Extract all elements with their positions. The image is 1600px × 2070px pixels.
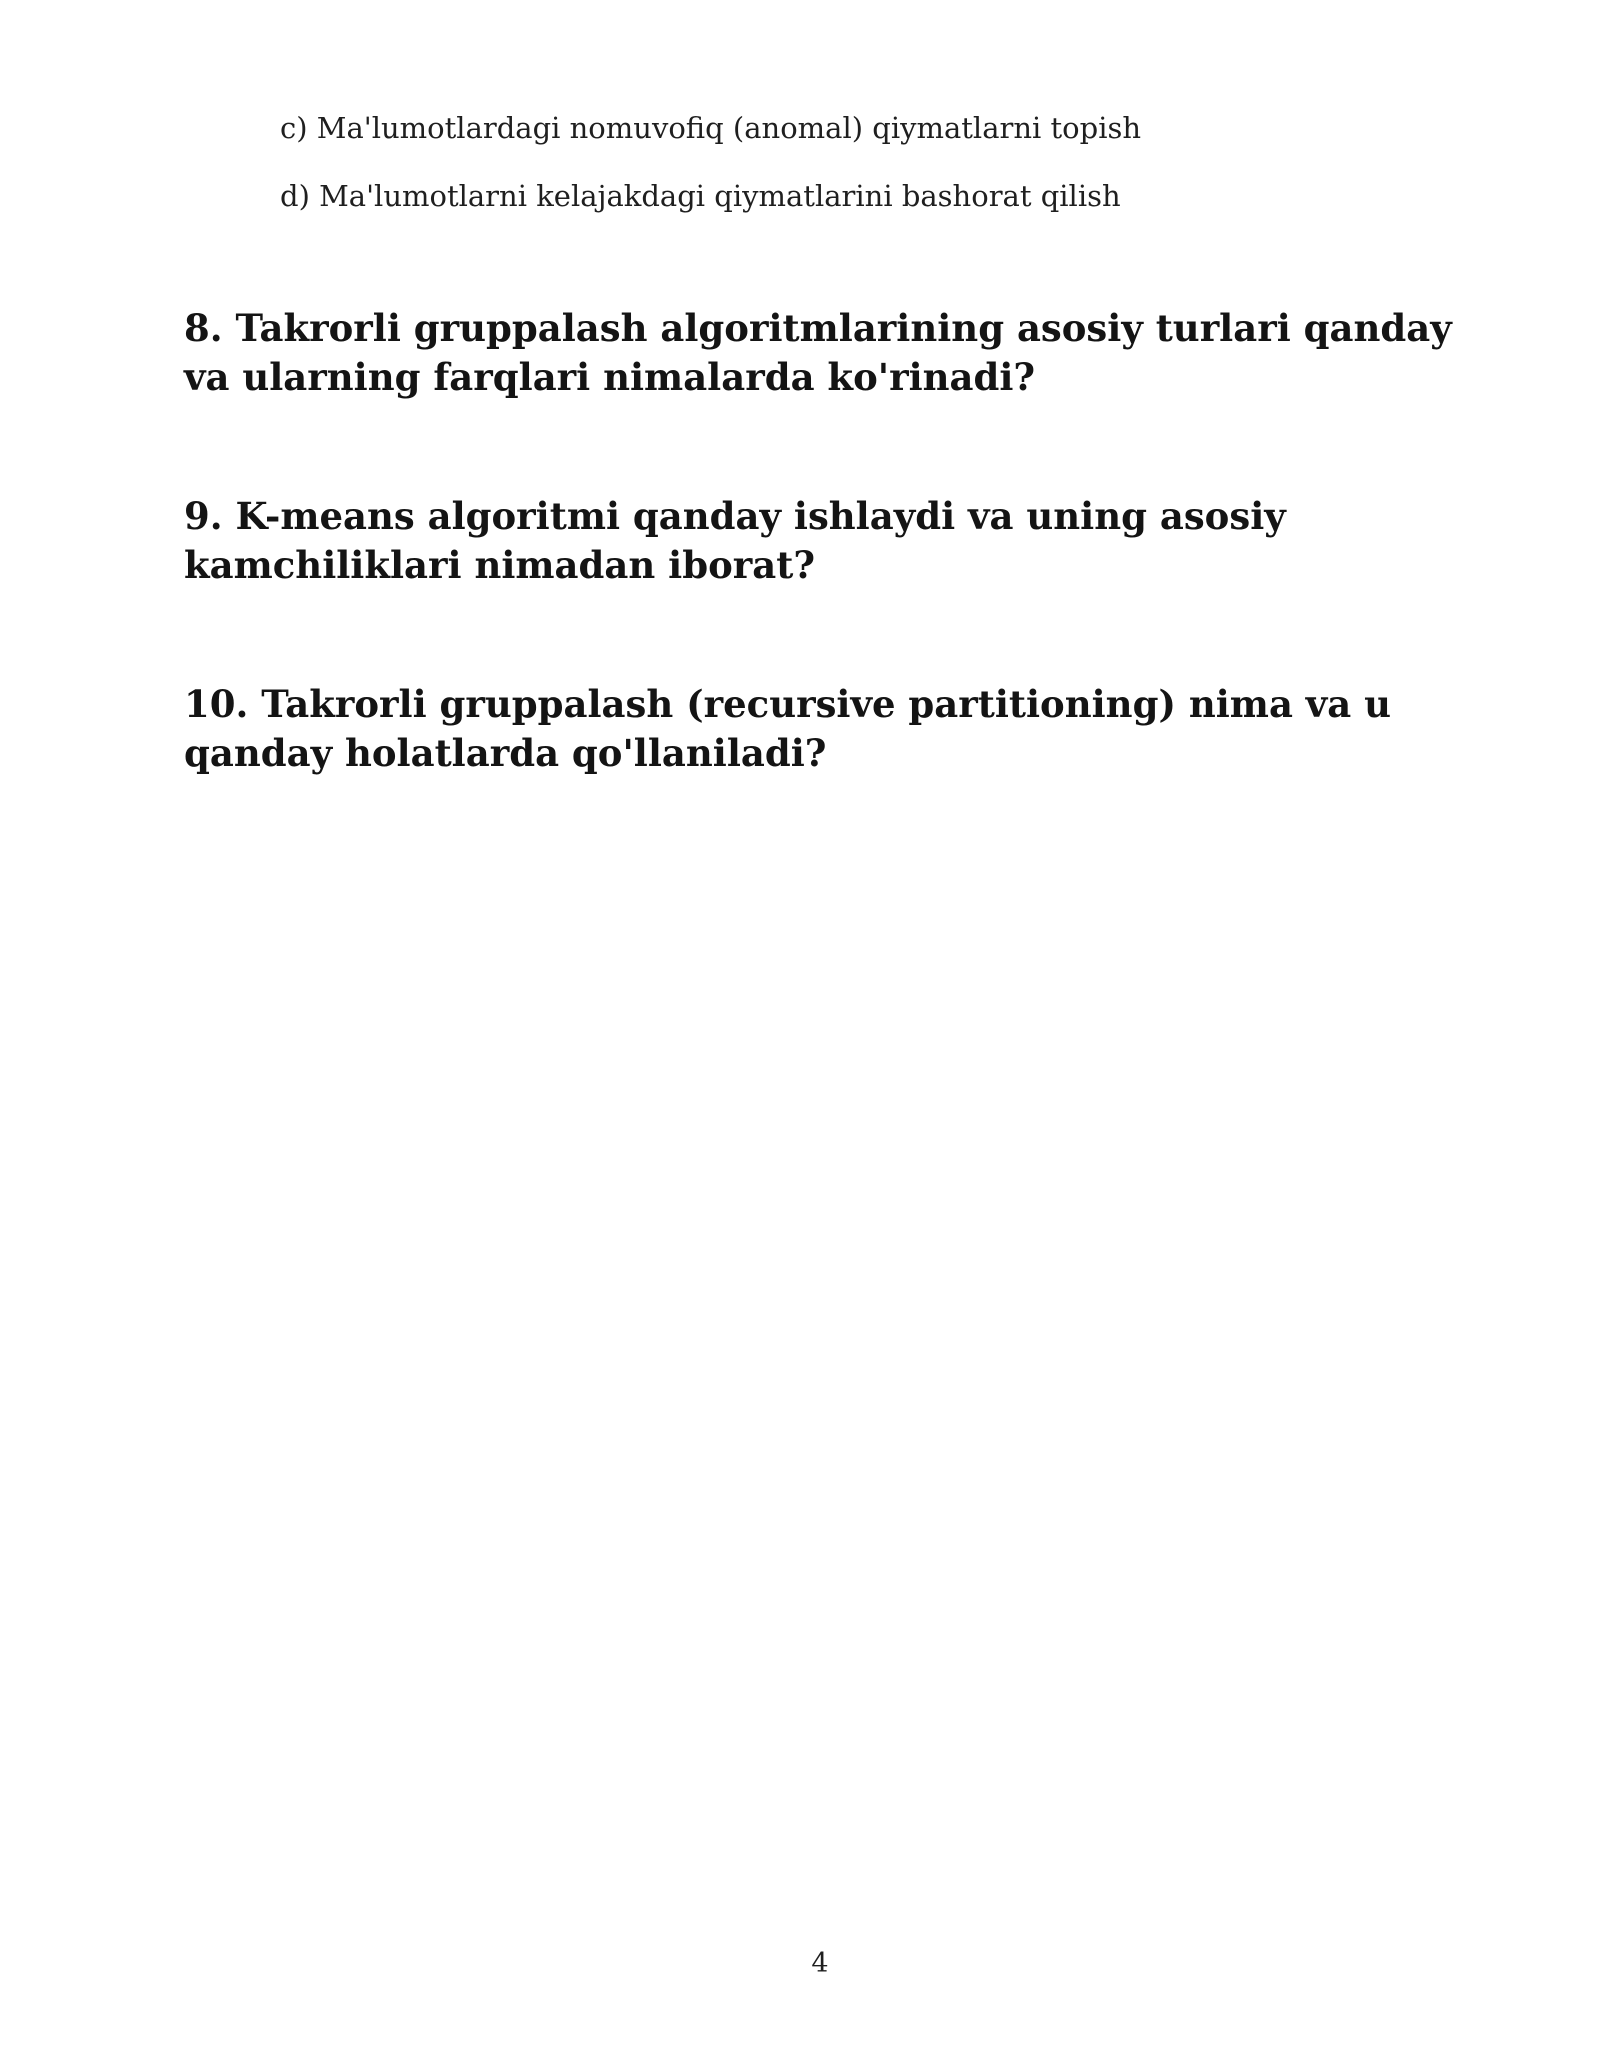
answer-option-d: d) Ma'lumotlarni kelajakdagi qiymatlarini bashorat qilish (280, 179, 1121, 213)
question-8: 8. Takrorli gruppalash algoritmlarining asosiy turlari qanday va ularning farqlari nimalarda ko'rinadi? (184, 306, 1452, 399)
answer-option-c: c) Ma'lumotlardagi nomuvofiq (anomal) qiymatlarni topish (280, 111, 1142, 145)
question-10: 10. Takrorli gruppalash (recursive partitioning) nima va u qanday holatlarda qo'llaniladi? (184, 682, 1392, 775)
page-number: 4 (811, 1948, 829, 1979)
question-9: 9. K-means algoritmi qanday ishlaydi va uning asosiy kamchiliklari nimadan iborat? (184, 494, 1286, 587)
